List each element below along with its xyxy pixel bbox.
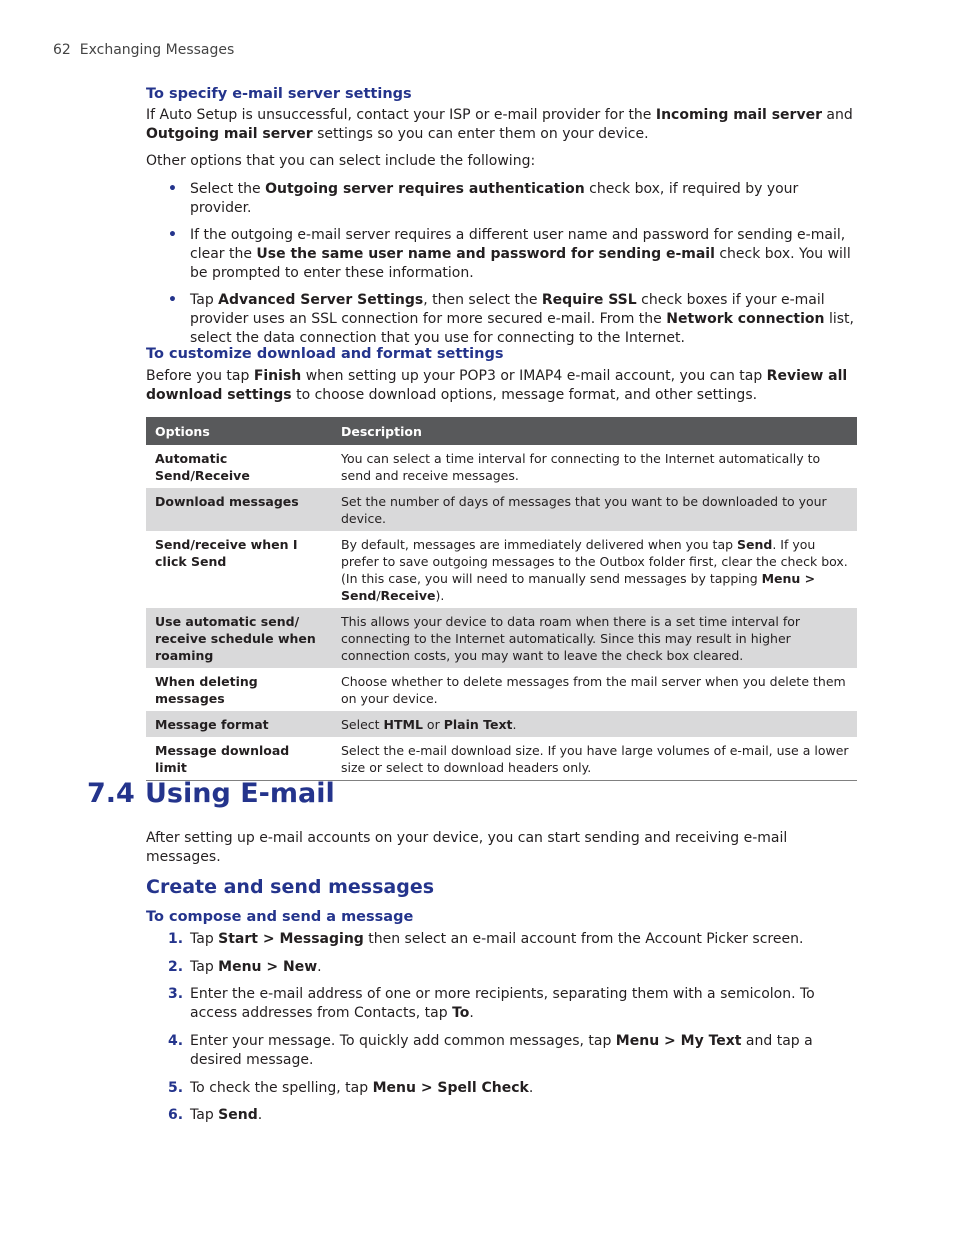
description-cell: Select HTML or Plain Text. — [332, 711, 857, 737]
bullet-item: • If the outgoing e-mail server requires a different user name and password for sending e-mail, clear the Use the same user name and password for sending e-mail check box. You will be prompted to enter these information. — [168, 227, 851, 281]
step-number: 5. — [168, 1080, 184, 1096]
step-number: 4. — [168, 1033, 184, 1049]
options-bullet-list — [146, 180, 858, 348]
download-settings-section — [146, 346, 858, 405]
chapter-intro: After setting up e-mail accounts on your device, you can start sending and receiving e-mail messages. — [146, 830, 788, 865]
option-cell: Download messages — [146, 488, 332, 531]
step-item: 2. Tap Menu > New. — [168, 959, 322, 975]
step-number: 2. — [168, 959, 184, 975]
options-table — [146, 417, 857, 781]
chapter-number: 7.4 — [87, 778, 135, 809]
bullet-icon: • — [168, 181, 177, 197]
table-row — [146, 608, 857, 668]
option-cell: Use automatic send/ receive schedule when roaming — [146, 608, 332, 668]
table-row — [146, 531, 857, 608]
chapter-heading — [87, 778, 335, 809]
step-item: 3. Enter the e-mail address of one or more recipients, separating them with a semicolon. To access addresses from Contacts, tap To. — [168, 986, 815, 1021]
create-send-heading: Create and send messages — [146, 876, 435, 898]
description-cell: Select the e-mail download size. If you have large volumes of e-mail, use a lower size or select to download headers only. — [332, 737, 857, 781]
create-send-section — [146, 876, 858, 1125]
table-row — [146, 737, 857, 781]
compose-heading: To compose and send a message — [146, 909, 414, 925]
compose-steps — [146, 930, 858, 1125]
bullet-icon: • — [168, 227, 177, 243]
bullet-icon: • — [168, 292, 177, 308]
table-row — [146, 711, 857, 737]
step-number: 3. — [168, 986, 184, 1002]
table-header-row — [146, 417, 857, 445]
description-cell: Set the number of days of messages that you want to be downloaded to your device. — [332, 488, 857, 531]
table-row — [146, 668, 857, 711]
option-cell: Message download limit — [146, 737, 332, 781]
step-number: 6. — [168, 1107, 184, 1123]
server-settings-intro: If Auto Setup is unsuccessful, contact your ISP or e-mail provider for the Incoming mail server and Outgoing mail server settings so you can enter them on your device. — [146, 107, 853, 142]
column-header-options: Options — [146, 417, 332, 445]
section-name: Exchanging Messages — [79, 42, 235, 58]
description-cell: Choose whether to delete messages from the mail server when you delete them on your device. — [341, 674, 846, 706]
option-cell: When deleting messages — [155, 674, 258, 706]
description-cell: You can select a time interval for connecting to the Internet automatically to send and receive messages. — [341, 451, 821, 483]
bullet-item: • Tap Advanced Server Settings, then select the Require SSL check boxes if your e-mail provider uses an SSL connection for more secured e-mail. From the Network connection list, select the data connection that you use for connecting to the Internet. — [168, 292, 854, 346]
running-header — [53, 42, 234, 58]
bullet-item: • Select the Outgoing server requires authentication check box, if required by your provider. — [168, 181, 799, 216]
server-settings-section — [146, 86, 858, 348]
column-header-description: Description — [332, 417, 857, 445]
option-cell: Send/receive when I click Send — [155, 537, 298, 569]
other-options-text: Other options that you can select include the following: — [146, 153, 536, 169]
step-number: 1. — [168, 931, 184, 947]
option-cell: Message format — [146, 711, 332, 737]
option-cell: Automatic Send/Receive — [155, 451, 250, 483]
table-row — [146, 488, 857, 531]
step-item: 1. Tap Start > Messaging then select an e-mail account from the Account Picker screen. — [168, 931, 804, 947]
description-cell: This allows your device to data roam when there is a set time interval for connecting to the Internet automatically. Since this may result in higher connection costs, you may want to leave the check box cleared. — [332, 608, 857, 668]
description-cell: By default, messages are immediately delivered when you tap Send. If you prefer to save outgoing messages to the Outbox folder first, clear the check box. (In this case, you will need to manually send messages by tapping Menu > Send/Receive). — [341, 537, 848, 603]
server-settings-heading: To specify e-mail server settings — [146, 86, 412, 102]
step-item: 5. To check the spelling, tap Menu > Spell Check. — [168, 1080, 534, 1096]
table-row — [146, 445, 857, 488]
download-settings-heading: To customize download and format settings — [146, 346, 504, 362]
page-number: 62 — [53, 42, 71, 58]
download-settings-intro: Before you tap Finish when setting up your POP3 or IMAP4 e-mail account, you can tap Review all download settings to choose download options, message format, and other settings. — [146, 368, 848, 403]
step-item: 6. Tap Send. — [168, 1107, 263, 1123]
chapter-intro-block — [146, 829, 858, 867]
chapter-title: Using E-mail — [145, 778, 335, 809]
step-item: 4. Enter your message. To quickly add common messages, tap Menu > My Text and tap a desired message. — [168, 1033, 813, 1068]
